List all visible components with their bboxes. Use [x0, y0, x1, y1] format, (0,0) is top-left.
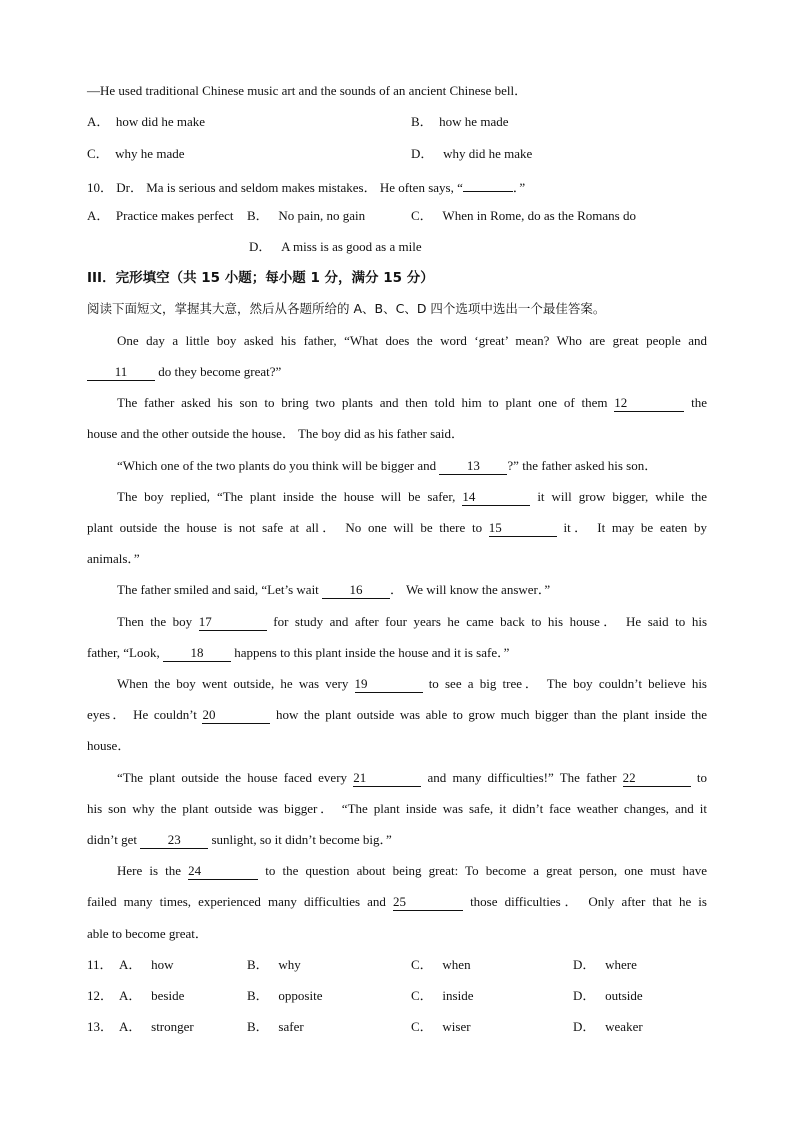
- q10-option-c[interactable]: C． When in Rome, do as the Romans do: [411, 208, 636, 223]
- question-number: 11．: [87, 957, 113, 972]
- section-instructions: 阅读下面短文，掌握其大意，然后从各题所给的 A、B、C、D 四个选项中选出一个最佳答案。: [87, 301, 606, 316]
- q9-option-c[interactable]: C． why he made: [87, 146, 185, 161]
- passage-line: house．: [87, 738, 131, 753]
- passage-line: When the boy went outside, he was very 19 to see a big tree． The boy couldn’t believe his: [117, 676, 707, 691]
- passage-line: One day a little boy asked his father, “What does the word ‘great’ mean? Who are great people and: [117, 333, 707, 348]
- q10-option-d[interactable]: D． A miss is as good as a mile: [249, 239, 422, 254]
- q10-options-row-1: [87, 206, 707, 226]
- option-c[interactable]: C． inside: [411, 988, 474, 1003]
- section-heading: III．完形填空（共 15 小题；每小题 1 分，满分 15 分）: [87, 270, 434, 286]
- passage-line: 11 do they become great?”: [87, 362, 707, 382]
- blank-16[interactable]: 16: [322, 582, 390, 599]
- passage-line: house and the other outside the house． The boy did as his father said．: [87, 426, 465, 441]
- question-11-options: [87, 955, 707, 975]
- passage-line: Then the boy 17 for study and after four years he came back to his house． He said to his: [117, 614, 708, 629]
- blank-11[interactable]: 11: [87, 364, 155, 381]
- passage-line: plant outside the house is not safe at all． No one will be there to 15 it． It may be eaten by: [87, 520, 707, 535]
- blank-20[interactable]: 20: [202, 707, 270, 724]
- q9-option-b[interactable]: B． how he made: [411, 114, 509, 129]
- q10-option-a[interactable]: A． Practice makes perfect: [87, 208, 234, 223]
- option-d[interactable]: D． where: [573, 957, 637, 972]
- blank-14[interactable]: 14: [462, 489, 530, 506]
- q10-options-row-2: [87, 237, 707, 257]
- option-b[interactable]: B． why: [247, 957, 301, 972]
- option-b[interactable]: B． safer: [247, 1019, 304, 1034]
- blank-21[interactable]: 21: [353, 770, 421, 787]
- option-b[interactable]: B． opposite: [247, 988, 323, 1003]
- option-a[interactable]: A． beside: [119, 988, 185, 1003]
- blank-24[interactable]: 24: [188, 863, 258, 880]
- blank-12[interactable]: 12: [614, 395, 684, 412]
- passage-line: animals．”: [87, 551, 140, 566]
- option-a[interactable]: A． how: [119, 957, 174, 972]
- q9-option-a[interactable]: A． how did he make: [87, 114, 206, 129]
- passage-line: Here is the 24 to the question about being great: To become a great person, one must have: [117, 863, 708, 878]
- question-12-options: [87, 986, 707, 1006]
- passage-line: The boy replied, “The plant inside the house will be safer, 14 it will grow bigger, while the: [117, 489, 707, 504]
- question-number: 13．: [87, 1019, 114, 1034]
- passage-line: “Which one of the two plants do you think will be bigger and 13 ?” the father asked his son．: [117, 458, 658, 473]
- blank-15[interactable]: 15: [489, 520, 557, 537]
- blank-19[interactable]: 19: [355, 676, 423, 693]
- passage-line: “The plant outside the house faced every 21 and many difficulties!” The father 22 to: [117, 770, 707, 785]
- passage-line: able to become great．: [87, 926, 208, 941]
- blank-23[interactable]: 23: [140, 832, 208, 849]
- option-d[interactable]: D． outside: [573, 988, 643, 1003]
- q10-option-b[interactable]: B． No pain, no gain: [247, 208, 366, 223]
- passage-line: father, “Look, 18 happens to this plant inside the house and it is safe．”: [87, 645, 510, 660]
- q9-option-d[interactable]: D． why did he make: [411, 146, 533, 161]
- option-d[interactable]: D． weaker: [573, 1019, 643, 1034]
- passage-line: didn’t get 23 sunlight, so it didn’t become big．”: [87, 832, 392, 847]
- q9-options-row-1: [87, 112, 707, 132]
- question-number: 12．: [87, 988, 114, 1003]
- q9-answer-line: [87, 81, 707, 101]
- blank-25[interactable]: 25: [393, 894, 463, 911]
- blank-22[interactable]: 22: [623, 770, 691, 787]
- q10-blank[interactable]: [463, 175, 513, 192]
- q9-options-row-2: [87, 144, 707, 164]
- passage-line: The father asked his son to bring two plants and then told him to plant one of them 12 the: [117, 395, 707, 410]
- option-a[interactable]: A． stronger: [119, 1019, 194, 1034]
- q10-stem: 10． Dr． Ma is serious and seldom makes mistakes． He often says, “ ．”: [87, 175, 707, 195]
- question-13-options: [87, 1017, 707, 1037]
- option-c[interactable]: C． when: [411, 957, 471, 972]
- passage-line: The father smiled and said, “Let’s wait 16 ． We will know the answer．”: [117, 582, 551, 597]
- option-c[interactable]: C． wiser: [411, 1019, 471, 1034]
- blank-17[interactable]: 17: [199, 614, 267, 631]
- passage-line: his son why the plant outside was bigger． “The plant inside was safe, it didn’t face weather changes, and it: [87, 801, 707, 816]
- blank-13[interactable]: 13: [439, 458, 507, 475]
- passage-line: failed many times, experienced many difficulties and 25 those difficulties． Only after that he is: [87, 894, 707, 909]
- passage-line: eyes． He couldn’t 20 how the plant outside was able to grow much bigger than the plant inside the: [87, 707, 707, 722]
- q9-answer-text: —He used traditional Chinese music art and the sounds of an ancient Chinese bell．: [87, 83, 528, 98]
- blank-18[interactable]: 18: [163, 645, 231, 662]
